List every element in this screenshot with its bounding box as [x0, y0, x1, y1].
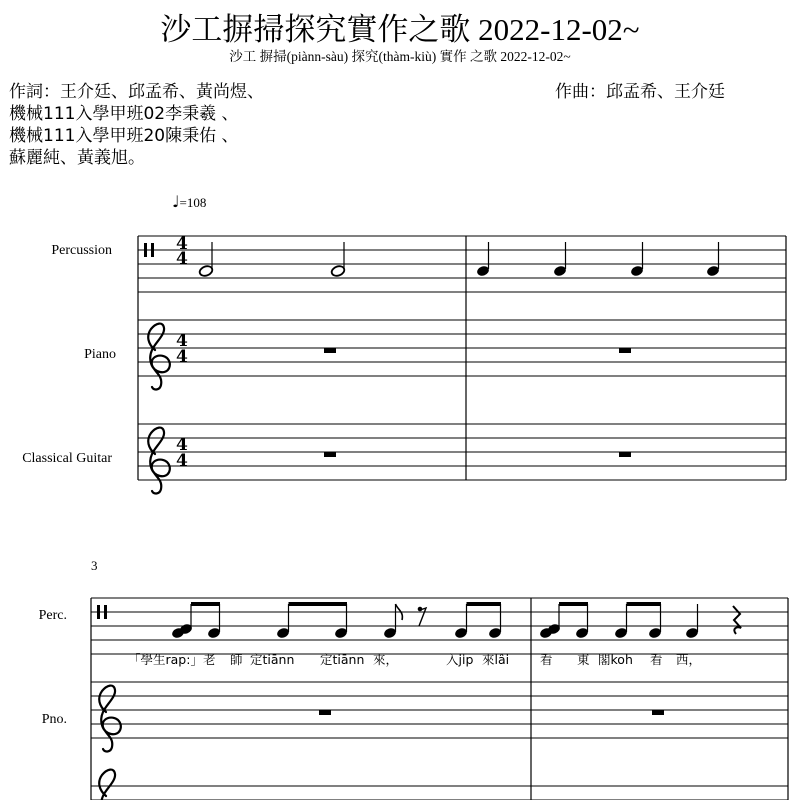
lyric-syllable: 看	[650, 652, 663, 667]
lyric-syllable: 東	[577, 652, 590, 667]
instrument-name-pno-short: Pno.	[41, 712, 67, 727]
whole-rest	[619, 348, 631, 353]
time-signature	[176, 234, 188, 471]
beamed-eighths	[539, 602, 589, 639]
beamed-eighths	[614, 602, 662, 639]
treble-clef-icon	[99, 686, 121, 752]
lyric-syllable: 來，	[373, 652, 399, 667]
lyric-syllable: 入ji̍p	[446, 652, 474, 667]
score-subtitle: 沙工 摒掃(piànn-sàu) 探究(thàm-kiù) 實作 之歌 2022-12-02~	[229, 49, 571, 64]
svg-text:4: 4	[176, 331, 188, 351]
score-title: 沙工摒掃探究實作之歌 2022-12-02~	[160, 12, 640, 47]
guitar-staff	[91, 786, 788, 800]
svg-text:4: 4	[176, 435, 188, 455]
lyric-syllable: 「學生rap:」老	[128, 652, 216, 667]
whole-rest	[619, 452, 631, 457]
lyric-syllable: 定tiānn	[320, 652, 365, 667]
piano-staff	[91, 682, 788, 738]
note-quarter	[476, 242, 490, 277]
percussion-staff	[138, 236, 786, 292]
note-quarter	[553, 242, 567, 277]
quarter-rest	[733, 606, 741, 634]
svg-text:4: 4	[176, 249, 188, 269]
lyricist-line: 機械111入學甲班02李秉羲 、	[9, 104, 239, 124]
lyricist-line: 作詞：王介廷、邱孟希、黃尚煜、	[9, 82, 264, 102]
lyric-syllable: 師	[230, 652, 243, 667]
guitar-staff	[138, 424, 786, 480]
instrument-name-perc-short: Perc.	[38, 608, 67, 623]
system-1	[138, 234, 786, 493]
composer-credit: 作曲：邱孟希、王介廷	[555, 82, 725, 102]
whole-rest	[319, 710, 331, 715]
measure-number: 3	[91, 558, 98, 573]
lyric-syllable: 看	[540, 652, 553, 667]
beamed-eighths	[276, 602, 348, 639]
note-half	[330, 242, 345, 277]
percussion-staff	[91, 598, 788, 654]
beamed-eighths	[454, 602, 502, 639]
piano-staff	[138, 320, 786, 376]
lyricist-line: 機械111入學甲班20陳秉佑 、	[9, 126, 239, 146]
instrument-name-percussion: Percussion	[51, 243, 112, 258]
whole-rest	[324, 348, 336, 353]
svg-text:4: 4	[176, 451, 188, 471]
treble-clef-icon	[148, 428, 170, 494]
note-half	[198, 242, 213, 277]
instrument-name-piano: Piano	[84, 347, 116, 362]
note-quarter	[630, 242, 644, 277]
svg-text:4: 4	[176, 347, 188, 367]
instrument-name-guitar: Classical Guitar	[22, 451, 112, 466]
quarter-note-icon: ♩	[172, 192, 180, 211]
treble-clef-icon	[148, 324, 170, 390]
note-quarter	[706, 242, 720, 277]
lyric-syllable: 閣koh	[598, 652, 633, 667]
lyric-syllable: 西，	[676, 652, 702, 667]
svg-text:4: 4	[176, 234, 188, 254]
lyric-syllable: 來lâi	[482, 652, 510, 667]
note-quarter	[685, 604, 699, 639]
tempo-value: =108	[179, 195, 207, 210]
whole-rest	[324, 452, 336, 457]
treble-clef-icon	[99, 770, 121, 800]
lyricist-line: 蘇麗純、黃義旭。	[9, 148, 145, 168]
eighth-rest	[418, 607, 426, 626]
system-2	[91, 598, 788, 800]
whole-rest	[652, 710, 664, 715]
note-eighth	[383, 604, 403, 639]
beamed-eighths	[171, 602, 221, 639]
lyric-syllable: 定tiānn	[250, 652, 295, 667]
